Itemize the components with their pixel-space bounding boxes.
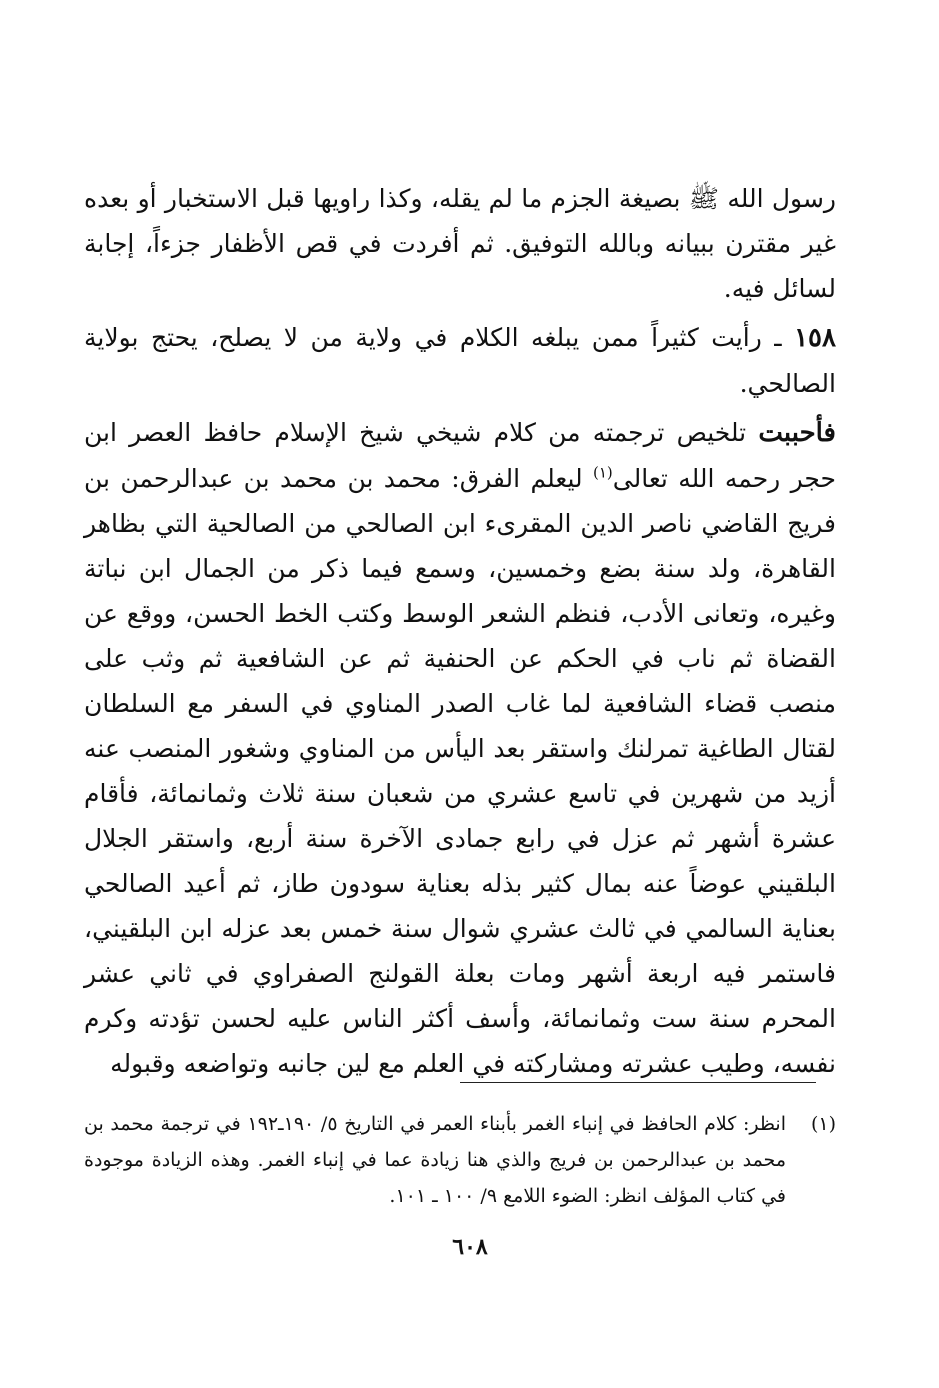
footnote-reference: (١) xyxy=(593,463,613,482)
paragraph-text-after-ref: ليعلم الفرق: محمد بن محمد بن عبدالرحمن بن فريج القاضي ناصر الدين المقرىء ابن الصالحي من الصالحية التي بظاهر القاهرة، ولد سنة بضع وخمسين، وسمع فيما ذكر من الجمال ابن نباتة وغيره، وتعانى الأدب، فنظم الشعر الوسط وكتب الخط الحسن، ووقع عن القضاة ثم ناب في الحكم عن الحنفية ثم عن الشافعية ثم وثب على منصب قضاء الشافعية لما غاب الصدر المناوي في السفر مع السلطان لقتال الطاغية تمرلنك واستقر بعد اليأس من المناوي وشغور المنصب عنه أزيد من شهرين في تاسع عشري من شعبان سنة ثلاث وثمانمائة، فأقام عشرة أشهر ثم عزل في رابع جمادى الآخرة سنة أربع، واستقر الجلال البلقيني عوضاً عنه بمال كثير بذله بعناية سودون طاز، ثم أعيد الصالحي بعناية السالمي في ثالث عشري شوال سنة خمس بعد عزله ابن البلقيني، فاستمر فيه اربعة أشهر ومات بعلة القولنج الصفراوي في ثاني عشر المحرم سنة ست وثمانمائة، وأسف أكثر الناس عليه لحسن تؤدته وكرم نفسه، وطيب عشرته ومشاركته في العلم مع لين جانبه وتواضعه وقبوله xyxy=(84,464,836,1078)
footnote xyxy=(84,1106,836,1214)
paragraph-continuation: رسول الله ﷺ بصيغة الجزم ما لم يقله، وكذا راويها قبل الاستخبار أو بعده غير مقترن ببيانه وبالله التوفيق. ثم أفردت في قص الأظفار جزءاً، إجابة لسائل فيه. xyxy=(84,184,836,303)
numbered-paragraph xyxy=(84,315,836,406)
paragraph-text-before-ref: تلخيص ترجمته من كلام شيخي شيخ الإسلام حافظ العصر ابن حجر رحمه الله تعالى xyxy=(84,418,836,493)
lead-word: فأحببت xyxy=(758,418,836,448)
footnote-divider xyxy=(460,1082,816,1083)
biography-paragraph xyxy=(84,410,836,1086)
footnote-text: انظر: كلام الحافظ في إنباء الغمر بأبناء العمر في التاريخ ٥/ ١٩٠ـ١٩٢ في ترجمة محمد بن محمد بن عبدالرحمن بن فريج والذي هنا زيادة عما في إنباء الغمر. وهذه الزيادة موجودة في كتاب المؤلف انظر: الضوء اللامع ٩/ ١٠٠ ـ ١٠١. xyxy=(84,1113,786,1207)
footnote-marker: (١) xyxy=(810,1113,836,1135)
page-number: ٦٠٨ xyxy=(452,1234,488,1260)
main-text xyxy=(84,176,836,1086)
paragraph-number: ١٥٨ xyxy=(794,323,836,353)
paragraph-text: ـ رأيت كثيراً ممن يبلغه الكلام في ولاية من لا يصلح، يحتج بولاية الصالحي. xyxy=(84,323,836,398)
